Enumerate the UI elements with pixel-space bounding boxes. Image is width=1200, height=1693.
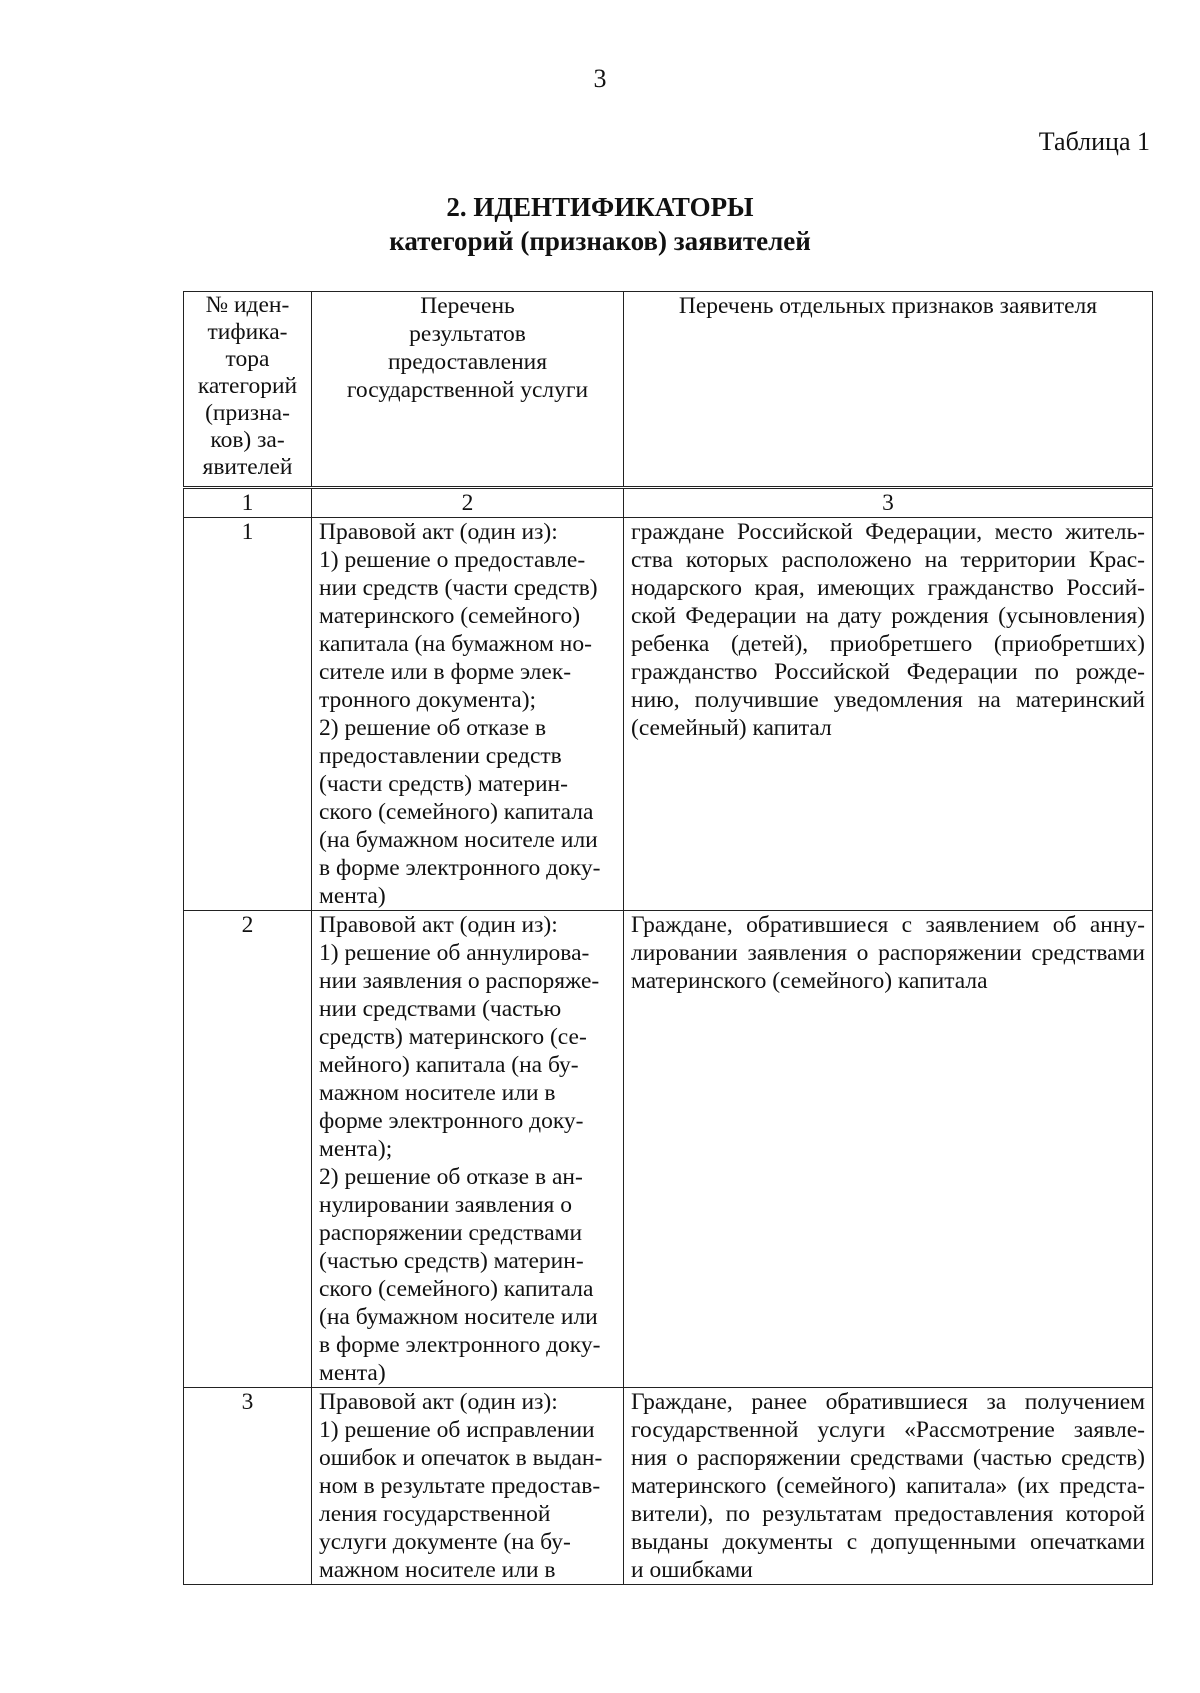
column-number: 1	[184, 488, 312, 518]
result-line: нии средств (части средств)	[319, 575, 598, 601]
header-results	[312, 292, 624, 488]
header-results-line: результатов	[409, 321, 526, 347]
identifiers-table	[183, 291, 1153, 1585]
row-results	[312, 518, 624, 911]
result-line: ления государственной	[319, 1501, 551, 1527]
sign-line: государственной услуги «Рассмотрение заявле-	[631, 1417, 1145, 1443]
header-results-line: Перечень	[420, 293, 515, 319]
result-line: форме электронного доку-	[319, 1108, 584, 1134]
result-line: распоряжении средствами	[319, 1220, 583, 1246]
sign-line: ской Федерации на дату рождения (усыновления)	[631, 603, 1145, 629]
header-id-line: тора	[225, 346, 270, 372]
row-results	[312, 1388, 624, 1585]
header-id-line: № иден-	[205, 292, 290, 318]
table-row	[184, 911, 1153, 1388]
header-id-line: категорий	[197, 373, 298, 399]
title-subtitle: категорий (признаков) заявителей	[389, 226, 811, 256]
result-line: 2) решение об отказе в ан-	[319, 1164, 583, 1190]
result-line: 1) решение о предоставле-	[319, 547, 586, 573]
result-line: услуги документе (на бу-	[319, 1529, 571, 1555]
result-line: мажном носителе или в	[319, 1557, 556, 1583]
document-title	[0, 190, 1200, 258]
result-line: ского (семейного) капитала	[319, 1276, 594, 1302]
header-id-line: ков) за-	[210, 427, 285, 453]
result-line: (на бумажном носителе или	[319, 827, 598, 853]
result-line: Правовой акт (один из):	[319, 912, 558, 938]
result-line: мента)	[319, 883, 386, 909]
header-signs: Перечень отдельных признаков заявителя	[624, 292, 1153, 488]
sign-line: гражданство Российской Федерации по рожде-	[631, 659, 1145, 685]
page-number: 3	[593, 64, 607, 93]
row-id: 3	[184, 1388, 312, 1585]
column-numbers-row	[184, 488, 1153, 518]
row-id: 1	[184, 518, 312, 911]
sign-line: граждане Российской Федерации, место житель-	[631, 519, 1145, 545]
table-row	[184, 1388, 1153, 1585]
header-row	[184, 292, 1153, 488]
header-id-line: тифика-	[207, 319, 288, 345]
result-line: Правовой акт (один из):	[319, 519, 558, 545]
sign-line: нию, получившие уведомления на материнский	[631, 687, 1145, 713]
result-line: тронного документа);	[319, 687, 537, 713]
sign-line: Граждане, ранее обратившиеся за получением	[631, 1389, 1145, 1415]
row-id: 2	[184, 911, 312, 1388]
result-line: ном в результате предостав-	[319, 1473, 601, 1499]
result-line: мажном носителе или в	[319, 1080, 556, 1106]
result-line: капитала (на бумажном но-	[319, 631, 592, 657]
row-signs	[624, 518, 1153, 911]
result-line: мейного) капитала (на бу-	[319, 1052, 579, 1078]
sign-line: материнского (семейного) капитала» (их предста-	[631, 1473, 1145, 1499]
column-number: 2	[312, 488, 624, 518]
result-line: предоставлении средств	[319, 743, 562, 769]
sign-line: ния о распоряжении средствами (частью средств)	[631, 1445, 1145, 1471]
result-line: сителе или в форме элек-	[319, 659, 572, 685]
result-line: в форме электронного доку-	[319, 855, 601, 881]
header-results-line: государственной услуги	[346, 377, 589, 403]
header-id-line: (призна-	[205, 400, 290, 426]
result-line: ского (семейного) капитала	[319, 799, 594, 825]
result-line: ошибок и опечаток в выдан-	[319, 1445, 603, 1471]
result-line: 1) решение об аннулирова-	[319, 940, 590, 966]
sign-line: (семейный) капитал	[631, 715, 832, 741]
sign-line: ства которых расположено на территории Крас-	[631, 547, 1145, 573]
row-signs	[624, 1388, 1153, 1585]
result-line: (части средств) материн-	[319, 771, 568, 797]
result-line: 1) решение об исправлении	[319, 1417, 595, 1443]
result-line: в форме электронного доку-	[319, 1332, 601, 1358]
result-line: материнского (семейного)	[319, 603, 581, 629]
result-line: 2) решение об отказе в	[319, 715, 547, 741]
row-results	[312, 911, 624, 1388]
table-row	[184, 518, 1153, 911]
sign-line: лировании заявления о распоряжении средствами	[631, 940, 1145, 966]
header-id-line: явителей	[202, 454, 293, 480]
row-signs	[624, 911, 1153, 1388]
column-number: 3	[624, 488, 1153, 518]
result-line: мента)	[319, 1360, 386, 1386]
result-line: средств) материнского (се-	[319, 1024, 587, 1050]
sign-line: вители), по результатам предоставления которой	[631, 1501, 1145, 1527]
result-line: нии средствами (частью	[319, 996, 562, 1022]
sign-line: и ошибками	[631, 1557, 753, 1583]
header-id	[184, 292, 312, 488]
sign-line: материнского (семейного) капитала	[631, 968, 988, 994]
title-main: 2. ИДЕНТИФИКАТОРЫ	[446, 192, 754, 222]
header-results-line: предоставления	[387, 349, 548, 375]
result-line: Правовой акт (один из):	[319, 1389, 558, 1415]
result-line: (на бумажном носителе или	[319, 1304, 598, 1330]
result-line: (частью средств) материн-	[319, 1248, 584, 1274]
sign-line: нодарского края, имеющих гражданство Россий-	[631, 575, 1145, 601]
sign-line: Граждане, обратившиеся с заявлением об анну-	[631, 912, 1145, 938]
sign-line: выданы документы с допущенными опечатками	[631, 1529, 1145, 1555]
result-line: мента);	[319, 1136, 393, 1162]
result-line: нии заявления о распоряже-	[319, 968, 600, 994]
result-line: нулировании заявления о	[319, 1192, 572, 1218]
table-label: Таблица 1	[1038, 127, 1150, 156]
sign-line: ребенка (детей), приобретшего (приобретших)	[631, 631, 1145, 657]
